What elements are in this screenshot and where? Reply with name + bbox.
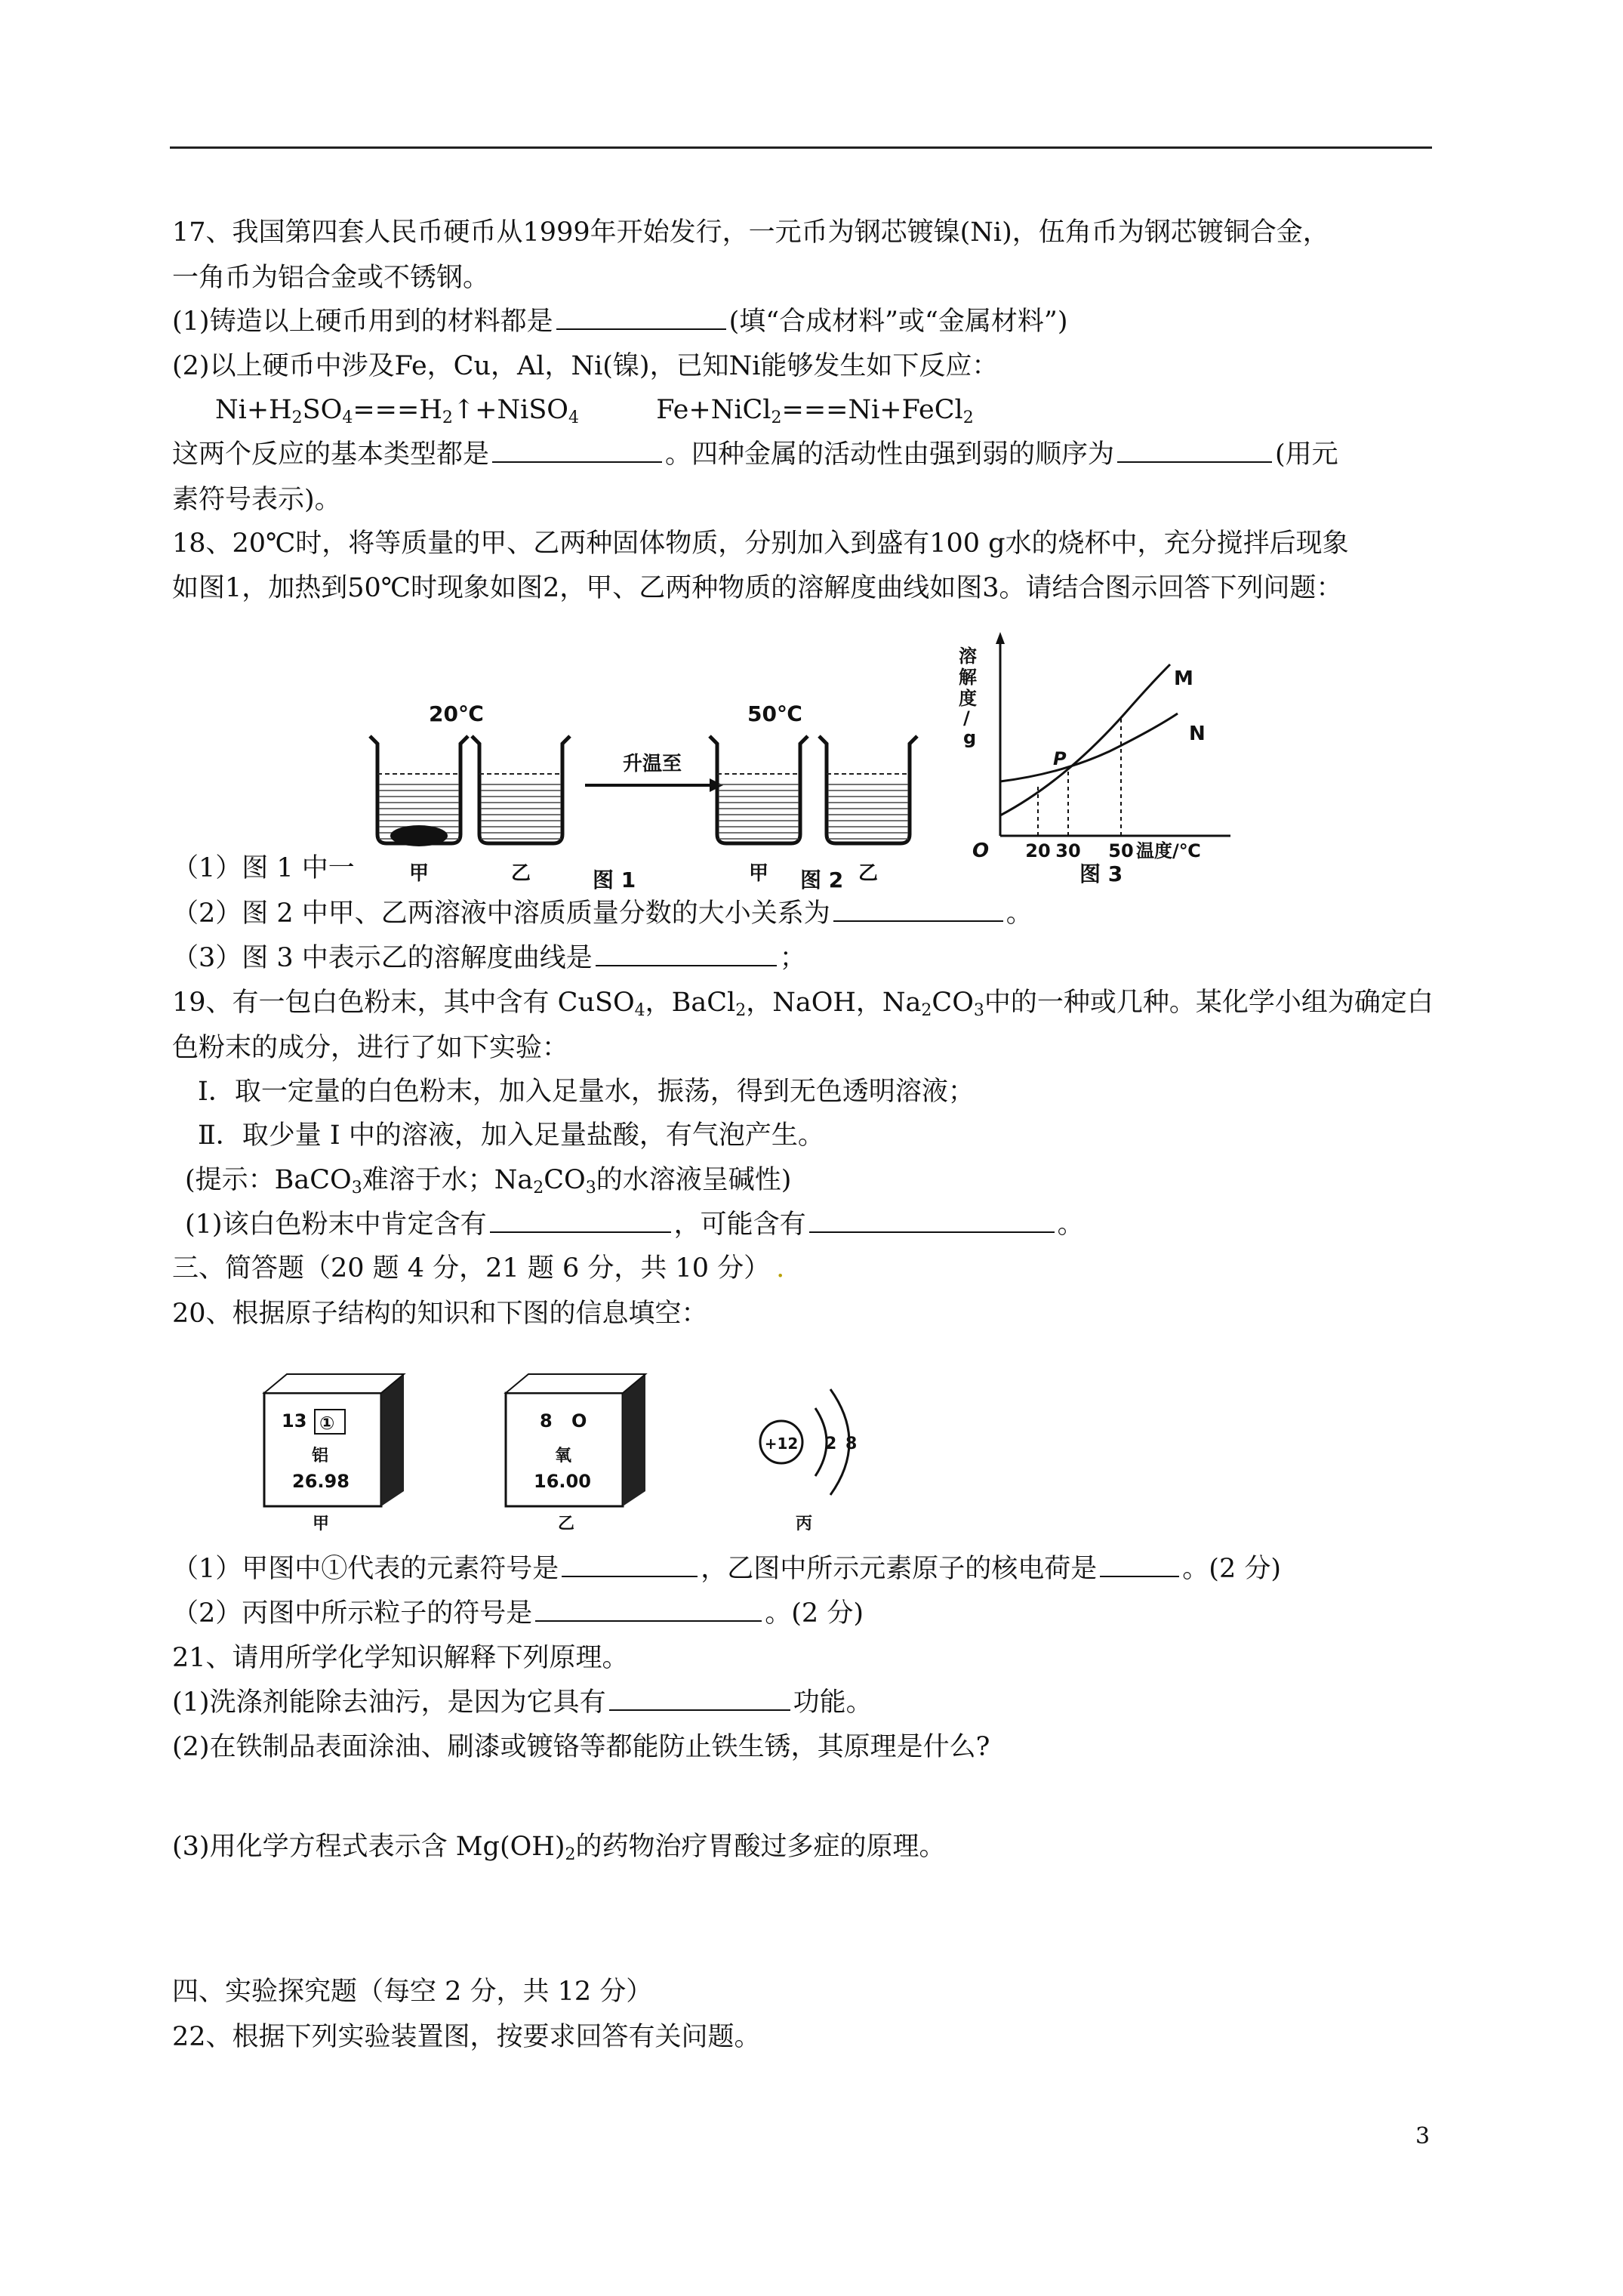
- label-bing: 丙: [795, 1515, 813, 1533]
- answer-blank[interactable]: [492, 439, 662, 463]
- svg-text:26.98: 26.98: [292, 1471, 350, 1492]
- q22-line1: 22、根据下列实验装置图，按要求回答有关问题。: [172, 2022, 761, 2052]
- q19-step1: I．取一定量的白色粉末，加入足量水，振荡，得到无色透明溶液；: [198, 1077, 975, 1107]
- label-yi-fig1: 乙: [510, 862, 531, 885]
- q19-step2: Ⅱ．取少量 I 中的溶液，加入足量盐酸，有气泡产生。: [198, 1120, 824, 1151]
- point-p-label: P: [1053, 748, 1067, 769]
- label-jia-fig1: 甲: [408, 862, 430, 885]
- q18-line2: 如图1，加热到50℃时现象如图2，甲、乙两种物质的溶解度曲线如图3。请结合图示回答下列问题：: [172, 573, 1343, 603]
- equation-1: $Ni+H_2SO_4===H_2↑+NiSO_4$: [215, 395, 580, 427]
- solubility-curve-chart: [959, 632, 1230, 886]
- section3-heading: 三、简答题（20 题 4 分，21 题 6 分，共 10 分） .: [172, 1253, 785, 1284]
- q17-part2: (2)以上硬币中涉及Fe，Cu，Al，Ni(镍)，已知Ni能够发生如下反应：: [172, 351, 999, 381]
- section4-heading: 四、实验探究题（每空 2 分，共 12 分）: [172, 1977, 653, 2007]
- svg-text:/: /: [963, 707, 970, 729]
- q21-line1: 21、请用所学化学知识解释下列原理。: [172, 1643, 629, 1673]
- fig1-caption: 图 1: [593, 868, 636, 891]
- svg-text:①: ①: [319, 1413, 335, 1434]
- x-axis-label: 温度/℃: [1136, 840, 1201, 861]
- q20-answer1: （1）甲图中①代表的元素符号是 ，乙图中所示元素原子的核电荷是 。(2 分): [172, 1554, 1282, 1584]
- q17-part1: [172, 305, 1067, 338]
- temp-50-label: 50℃: [747, 701, 802, 726]
- solubility-figure: [355, 630, 1230, 891]
- svg-text:解: 解: [959, 667, 977, 688]
- q17-part3-cont: 素符号表示)。: [172, 485, 341, 515]
- curve-m-label: M: [1174, 667, 1193, 690]
- q20-answer2: （2）丙图中所示粒子的符号是 。(2 分): [172, 1598, 864, 1629]
- svg-text:氧: 氧: [555, 1447, 572, 1465]
- svg-text:16.00: 16.00: [534, 1471, 591, 1492]
- undissolved-solid: [390, 825, 448, 846]
- temp-20-label: 20℃: [429, 701, 484, 726]
- svg-text:O: O: [571, 1410, 587, 1432]
- answer-blank[interactable]: [535, 1598, 762, 1622]
- curve-m: [1000, 664, 1170, 815]
- answer-blank[interactable]: [556, 306, 726, 330]
- q18-answer2: （2）图 2 中甲、乙两溶液中溶质质量分数的大小关系为 。: [172, 898, 1033, 929]
- q17-part1-hint: (填“合成材料”或“金属材料”): [728, 307, 1068, 337]
- label-jia-fig2: 甲: [748, 862, 769, 885]
- q17-line1: 17、我国第四套人民币硬币从1999年开始发行，一元币为钢芯镀镍(Ni)，伍角币为钢芯镀铜合金，: [172, 217, 1329, 248]
- q17-part1-text: (1)铸造以上硬币用到的材料都是: [172, 307, 553, 337]
- atom-structure-figure: [260, 1370, 864, 1533]
- answer-blank[interactable]: [609, 1687, 790, 1711]
- svg-text:g: g: [963, 727, 977, 748]
- answer-blank[interactable]: [596, 942, 777, 966]
- answer-blank[interactable]: [1100, 1553, 1179, 1577]
- q20-line1: 20、根据原子结构的知识和下图的信息填空：: [172, 1299, 708, 1329]
- element-box-oxygen: [506, 1374, 645, 1506]
- svg-text:+12: +12: [764, 1435, 799, 1453]
- beaker-yi-fig1: [472, 736, 570, 843]
- svg-text:度: 度: [959, 688, 977, 709]
- beaker-jia-fig1: [370, 736, 468, 846]
- fig3-caption: 图 3: [1079, 861, 1123, 886]
- q21-part1: (1)洗涤剂能除去油污，是因为它具有 功能。: [172, 1687, 873, 1718]
- equation-2: Fe+NiCl$_2$===Ni+FeCl$_2$: [656, 395, 974, 427]
- answer-blank[interactable]: [562, 1553, 698, 1577]
- curve-n-label: N: [1189, 723, 1206, 745]
- label-yi-fig2: 乙: [858, 862, 879, 885]
- tick-30: 30: [1055, 840, 1081, 861]
- heat-to-label: 升温至: [623, 753, 682, 775]
- q18-line1: 18、20℃时，将等质量的甲、乙两种固体物质，分别加入到盛有100 g水的烧杯中，充分搅拌后现象: [172, 529, 1349, 559]
- svg-text:8: 8: [540, 1410, 553, 1432]
- q17-equations: [215, 393, 974, 427]
- element-box-aluminum: [264, 1374, 404, 1506]
- beaker-jia-fig2: [710, 736, 808, 843]
- answer-blank[interactable]: [809, 1209, 1055, 1233]
- q19-hint: (提示：BaCO$_3$难溶于水；$Na_2CO_3$的水溶液呈碱性): [185, 1165, 792, 1197]
- answer-blank[interactable]: [490, 1209, 671, 1233]
- beaker-yi-fig2: [819, 736, 917, 843]
- svg-text:铝: 铝: [312, 1447, 329, 1465]
- svg-text:2: 2: [825, 1435, 837, 1453]
- q19-answer1: (1)该白色粉末中肯定含有 ，可能含有 。: [185, 1210, 1084, 1240]
- header-rule: [170, 146, 1432, 149]
- tick-50: 50: [1108, 840, 1134, 861]
- answer-blank[interactable]: [833, 898, 1003, 922]
- q18-answer3: （3）图 3 中表示乙的溶解度曲线是 ；: [172, 943, 806, 973]
- label-jia: 甲: [312, 1515, 330, 1533]
- answer-blank[interactable]: [1117, 439, 1272, 463]
- fig2-caption: 图 2: [800, 868, 844, 891]
- svg-text:8: 8: [845, 1435, 858, 1453]
- q18-answer1: （1）图 1 中一: [172, 853, 355, 883]
- page-number: 3: [1415, 2123, 1431, 2150]
- particle-diagram: [760, 1389, 857, 1495]
- svg-text:13: 13: [282, 1410, 307, 1432]
- q21-part3: (3)用化学方程式表示含 $Mg(OH)_2$的药物治疗胃酸过多症的原理。: [172, 1832, 946, 1864]
- svg-text:溶: 溶: [959, 646, 977, 667]
- q19-line1: 19、有一包白色粉末，其中含有 CuSO$_4$，BaCl$_2$，NaOH，$Na_2CO_3$中的一种或几种。某化学小组为确定白: [172, 988, 1434, 1020]
- tick-20: 20: [1025, 840, 1051, 861]
- origin-label: O: [972, 840, 990, 862]
- curve-n: [1000, 713, 1178, 781]
- label-yi: 乙: [557, 1515, 575, 1533]
- q19-line2: 色粉末的成分，进行了如下实验：: [172, 1033, 569, 1063]
- q21-part2: (2)在铁制品表面涂油、刷漆或镀铬等都能防止铁生锈，其原理是什么?: [172, 1732, 990, 1762]
- q17-part3: 这两个反应的基本类型都是 。四种金属的活动性由强到弱的顺序为 (用元: [172, 439, 1338, 470]
- q17-line2: 一角币为铝合金或不锈钢。: [172, 263, 490, 293]
